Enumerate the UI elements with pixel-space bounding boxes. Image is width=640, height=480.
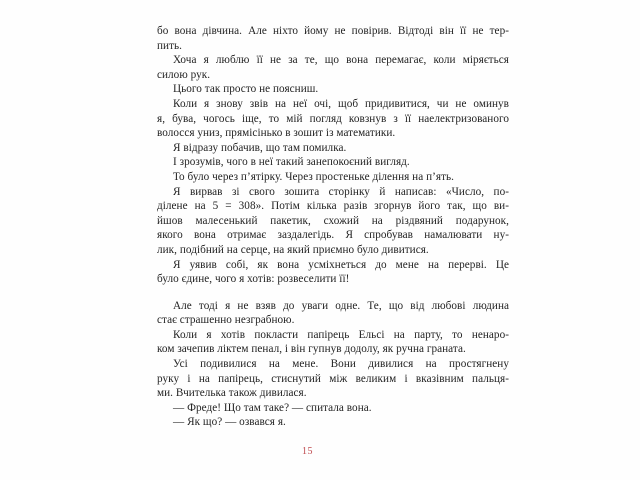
text-line: бо вона дівчина. Але ніхто йому не повірив. Відтоді він її не тер- (157, 25, 509, 37)
text-line: Коли я хотів покласти папірець Ельсі на парту, то ненаро- (173, 328, 509, 341)
text-line: Я уявив собі, як вона усміхнеться до мене на перерві. Це (173, 258, 509, 271)
text-line: пить. (157, 39, 183, 52)
text-line: стає страшенно незграбною. (157, 314, 295, 327)
text-line: То було через п’ятірку. Через простеньке ділення на п’ять. (173, 170, 455, 183)
text-line: руку і на папірець, стиснутий між великим і вказівним пальця- (157, 372, 509, 385)
text-line: якого вона отримає заздалегідь. Я спробував намалювати ну- (157, 229, 509, 242)
text-line: йшов малесенький пакетик, схожий на різдвяний подарунок, (157, 214, 509, 227)
text-line: Усі подивилися на мене. Вони дивилися на простягнену (173, 358, 509, 371)
text-line: лик, подібний на серце, на який приємно було дивитися. (157, 243, 429, 256)
text-line: Цього так просто не поясниш. (173, 83, 319, 96)
text-line: — Фреде! Що там таке? — спитала вона. (173, 401, 372, 414)
text-line: Коли я знову звів на неї очі, щоб придивитися, чи не оминув (173, 97, 509, 110)
text-line: І зрозумів, чого в неї такий занепокоєний вигляд. (173, 156, 410, 169)
text-line: ком зачепив ліктем пенал, і він гупнув додолу, як ручна граната. (157, 343, 466, 356)
page-number: 15 (302, 446, 313, 457)
text-line: Я вирвав зі свого зошита сторінку й написав: «Число, по- (173, 185, 509, 198)
text-line: Я відразу побачив, що там помилка. (173, 141, 347, 154)
text-line: волосся униз, прямісінько в зошит із математики. (157, 127, 396, 140)
text-line: я, бува, чогось іще, то мій погляд ковзнув з її наелектризованого (157, 112, 509, 125)
body-text (157, 24, 509, 430)
text-line: Хоча я люблю її не за те, що вона перемагає, коли міряється (173, 54, 509, 67)
text-line: ділене на 5 = 308». Потім кілька разів згорнув його так, що ви- (157, 200, 509, 213)
text-line: ми. Вчителька також дивилася. (157, 387, 307, 400)
text-line: — Як що? — озвався я. (173, 416, 286, 429)
text-line: силою рук. (157, 68, 211, 81)
text-line: було єдине, чого я хотів: розвеселити її! (157, 273, 350, 286)
text-line: Але тоді я не взяв до уваги одне. Те, що від любові людина (173, 299, 509, 312)
